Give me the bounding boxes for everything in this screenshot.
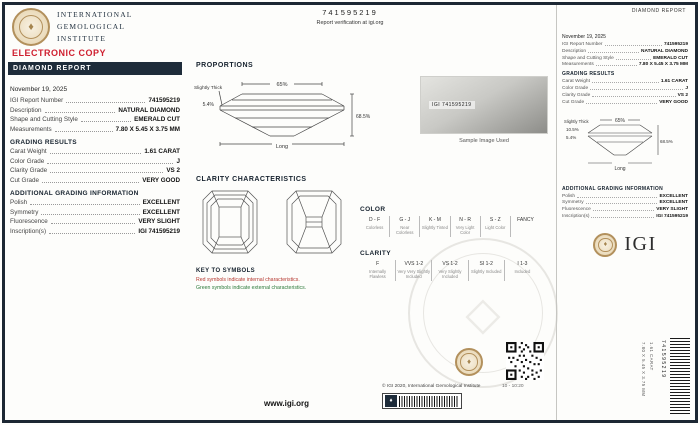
stub-field-row: Carat Weight 1.61 CARAT [562,79,688,85]
field-value: IGI 741595219 [138,227,180,235]
stub-barcode-number: 741595219 [660,340,666,379]
stub-field-row: Fluorescence VERY SLIGHT [562,207,688,213]
field-row [10,126,180,133]
field-label: Description [10,106,42,114]
stub-field-row: Cut Grade VERY GOOD [562,99,688,105]
field-value: 7.80 X 5.45 X 3.75 MM [115,125,180,133]
qr-code [506,342,544,380]
field-label: Polish [10,199,28,206]
clarity-scale-cell: VS 1-2 Very Slightly Included [431,260,467,281]
field-row [10,148,180,155]
print-code: 10 - 10:20 [502,384,524,389]
dotted-leader [616,59,651,60]
key-to-symbols [196,268,361,291]
field-row [10,116,180,123]
stub-additional-heading: ADDITIONAL GRADING INFORMATION [562,185,664,192]
report-date: November 19, 2025 [10,86,68,93]
field-row [10,199,180,206]
color-scale-heading: COLOR [360,206,386,213]
color-scale-row [360,216,540,237]
dotted-leader [51,223,136,224]
stub-proportions-diagram [564,111,680,175]
dotted-leader [50,172,163,173]
key-internal-note: Red symbols indicate internal characteristics. [196,277,300,283]
field-label: IGI Report Number [10,97,64,104]
igi-seal-icon: ♦ [455,348,483,376]
girdle-label: Slightly Thick [194,86,223,91]
clarity-scale-heading: CLARITY [360,250,391,257]
dotted-leader [586,103,657,104]
stub-ratio-label: Long [614,165,626,172]
clarity-characteristics-heading: CLARITY CHARACTERISTICS [196,176,307,183]
color-scale-cell: S - Z Light Color [480,216,510,237]
dotted-leader [81,121,131,122]
stub-igi-logo [562,233,688,257]
field-row [10,209,180,216]
field-label: Shape and Cutting Style [10,116,78,123]
dotted-leader [592,96,675,97]
key-to-symbols-heading: KEY TO SYMBOLS [196,268,256,274]
report-header-bar: DIAMOND REPORT [8,62,182,75]
stub-field-row: Description NATURAL DIAMOND [562,48,688,54]
dotted-leader [592,82,659,83]
dotted-leader [50,153,142,154]
field-row [10,158,180,165]
field-label: Fluorescence [10,218,48,225]
brand-line: INSTITUTE [57,34,107,43]
dotted-leader [588,52,639,53]
dotted-leader [593,210,654,211]
stub-field-row: Symmetry EXCELLENT [562,200,688,206]
dotted-leader [42,182,139,183]
field-label: Symmetry [10,208,39,216]
verification-block [250,8,450,26]
additional-grading-heading: ADDITIONAL GRADING INFORMATION [10,189,139,197]
proportions-heading: PROPORTIONS [196,62,254,69]
sample-image [420,76,548,134]
clarity-scale-cell: SI 1-2 Slightly Included [468,260,504,281]
brand-line: GEMOLOGICAL [57,22,126,31]
stub-depth-percent: 68.5% [660,138,673,144]
field-value: VERY GOOD [142,176,180,184]
barcode-stripes [399,396,459,407]
color-scale-cell: G - J Near Colorless [389,216,419,237]
igi-logo [12,8,133,46]
color-scale-cell: D - F Colorless [365,217,384,230]
stub-girdle-label: Slightly Thick [564,118,589,124]
field-label: Measurements [10,125,52,133]
stub-field-row: Clarity Grade VS 2 [562,92,688,98]
field-label: Cut Grade [10,176,40,184]
dotted-leader [66,102,145,103]
field-label: Clarity Grade [10,167,48,174]
field-value: NATURAL DIAMOND [118,106,180,114]
proportions-diagram [192,74,372,154]
dotted-leader [49,233,135,234]
dotted-leader [47,163,173,164]
table-percent-label: 65% [276,82,288,88]
field-value: EXCELLENT [142,208,180,216]
field-value: J [176,157,180,165]
depth-percent-label: 68.5% [356,114,371,120]
sample-inscription-label: IGI 741595219 [429,101,475,109]
stub-field-row: Inscription(s) IGI 741595219 [562,213,688,219]
verification-text: Report verification at igi.org [316,20,384,26]
stub-field-row: IGI Report Number 741595219 [562,42,688,47]
field-value: EXCELLENT [142,199,180,206]
stub-vertical-meta: 7.80 X 5.45 X 3.75 MM 1.61 CARAT [641,342,654,397]
dotted-leader [45,112,116,113]
field-row [10,177,180,184]
field-label: Color Grade [10,157,45,165]
electronic-copy-label: ELECTRONIC COPY [12,48,107,58]
dotted-leader [591,217,654,218]
clarity-scale-cell: I 1-3 Included [504,260,540,281]
dotted-leader [30,204,139,205]
stub-crown-percent: 5.4% [566,134,577,140]
barcode-logo-icon: ♦ [385,395,397,407]
field-value: 1.61 CARAT [144,148,180,155]
field-label: Carat Weight [10,148,47,155]
report-details [10,86,180,237]
field-value: 741595219 [148,97,180,104]
dotted-leader [605,45,662,46]
field-row [10,167,180,174]
dotted-leader [590,89,683,90]
dotted-leader [41,214,139,215]
clarity-scale-row [360,260,540,281]
dotted-leader [596,65,637,66]
brand-name [57,9,133,45]
color-scale-cell: FANCY [510,216,540,237]
ratio-label: Long [275,144,289,150]
footer-barcode [382,393,462,409]
stub-field-row: Polish EXCELLENT [562,193,688,199]
sample-image-caption: Sample Image Used [459,138,509,144]
dotted-leader [55,131,113,132]
stub-igi-logo-text: IGI [624,233,657,256]
field-row [10,97,180,104]
stub-pavilion-percent: 10.5% [566,126,579,132]
clarity-scale-cell: VVS 1-2 Very Very Slightly Included [395,260,431,281]
field-value: VS 2 [166,167,180,174]
clarity-diagram-crown [202,190,258,254]
stub-vertical-barcode [670,338,690,416]
field-value: EMERALD CUT [134,116,180,123]
stub-divider [556,5,557,420]
brand-line: INTERNATIONAL [57,10,133,19]
stub-field-row: Color Grade J [562,86,688,92]
stub-field-row: Shape and Cutting Style EMERALD CUT [562,55,688,61]
stub-grading-heading: GRADING RESULTS [562,71,615,78]
clarity-scale-cell: F Internally Flawless [369,261,387,280]
grading-results-heading: GRADING RESULTS [10,138,77,146]
crown-percent-label: 5.4% [202,102,214,108]
color-scale [360,206,540,237]
stub-igi-emblem-icon: ♦ [593,233,617,257]
field-row [10,228,180,235]
stub-field-row: Measurements 7.80 X 5.45 X 3.75 MM [562,62,688,68]
inscription-number: 741595219 [322,8,378,17]
dotted-leader [586,203,658,204]
clarity-plot-diagrams [202,190,342,254]
copyright-text: © IGI 2020, International Gemological Institute [382,384,481,389]
clarity-scale [360,250,540,281]
stub-report-header: DIAMOND REPORT [631,8,686,14]
color-scale-cell: N - R Very Light Color [450,216,480,237]
field-row [10,107,180,114]
color-scale-cell: K - M Slightly Tinted [419,216,449,237]
stub-date: November 19, 2025 [562,34,606,40]
stub-report-details [562,34,688,257]
key-external-note: Green symbols indicate external characteristics. [196,285,307,291]
igi-emblem-icon: ♦ [12,8,50,46]
clarity-diagram-pavilion [286,190,342,254]
dotted-leader [577,197,657,198]
field-value: VERY SLIGHT [138,218,180,225]
website-text: www.igi.org [264,399,310,408]
watermark-diamond-icon: ◇ [423,253,543,373]
stub-table-percent: 65% [614,117,626,124]
field-label: Inscription(s) [10,227,47,235]
field-row [10,218,180,225]
